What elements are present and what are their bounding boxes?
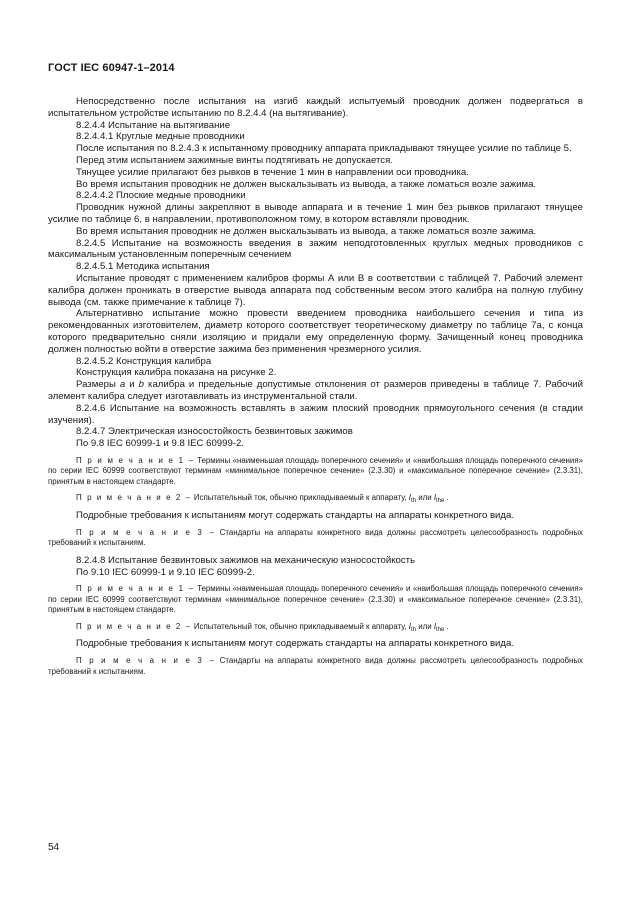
paragraph: Конструкция калибра показана на рисунке 2. xyxy=(76,367,277,379)
section-heading: 8.2.4.5 Испытание на возможность введения в зажим неподготовленных круглых медных проводников с максимальным установленным поперечным сечением xyxy=(48,237,583,261)
paragraph: Во время испытания проводник не должен выскальзывать из вывода, а также ломаться возле зажима. xyxy=(76,178,537,190)
paragraph: По 9.10 IEC 60999-1 и 9.10 IEC 60999-2. xyxy=(76,566,255,578)
note-2: П р и м е ч а н и е 2 – Испытательный ток, обычно прикладываемый к аппарату, $I_{th}$ или $I_{the}$ . xyxy=(76,621,449,633)
page-content xyxy=(48,96,583,677)
paragraph: Перед этим испытанием зажимные винты подтягивать не допускается. xyxy=(76,154,393,166)
paragraph: Испытание проводят с применением калибров формы А или В в соответствии с таблицей 7. Рабочий элемент калибра должен проникать в отверстие вывода аппарата под собственным весом этого калибра на полную глубину вывода (см. также примечание к таблице 7). xyxy=(48,272,583,308)
section-heading: 8.2.4.5.1 Методика испытания xyxy=(76,261,210,273)
paragraph-detail-requirements: Подробные требования к испытаниям могут содержать стандарты на аппараты конкретного вида. xyxy=(76,638,515,650)
paragraph: Во время испытания проводник не должен выскальзывать из вывода, а также ломаться возле зажима. xyxy=(76,225,537,237)
page-number: 54 xyxy=(48,842,60,853)
note-3: П р и м е ч а н и е 3 – Стандарты на аппараты конкретного вида должны рассмотреть целесообразность подробных требований к испытаниям. xyxy=(48,656,583,676)
paragraph: Проводник нужной длины закрепляют в выводе аппарата и в течение 1 мин без рывков прилагают тянущее усилие по таблице 6, в направлении, противоположном тому, в котором вставляли проводник. xyxy=(48,202,583,225)
section-heading: 8.2.4.8 Испытание безвинтовых зажимов на механическую износостойкость xyxy=(76,554,416,566)
paragraph-detail-requirements: Подробные требования к испытаниям могут содержать стандарты на аппараты конкретного вида. xyxy=(76,509,515,521)
note-1: П р и м е ч а н и е 1 – Термины «наименьшая площадь поперечного сечения» и «наибольшая площадь поперечного сечения» по серии IEC 60999 соответствуют терминам «минимальное поперечное сечение» (2.3.30) и «максимальное поперечное сечение» (2.3.31), принятым в настоящем стандарте. xyxy=(48,584,583,615)
document-header: ГОСТ IEC 60947-1–2014 xyxy=(48,62,175,74)
paragraph: Тянущее усилие прилагают без рывков в течение 1 мин в направлении оси проводника. xyxy=(76,166,469,178)
note-3: П р и м е ч а н и е 3 – Стандарты на аппараты конкретного вида должны рассмотреть целесообразность подробных требований к испытаниям. xyxy=(48,527,583,548)
note-2: П р и м е ч а н и е 2 – Испытательный ток, обычно прикладываемый к аппарату, $I_{th}$ или $I_{the}$ . xyxy=(76,493,449,505)
section-heading: 8.2.4.4.2 Плоские медные проводники xyxy=(76,190,246,202)
paragraph: По 9.8 IEC 60999-1 и 9.8 IEC 60999-2. xyxy=(76,438,244,450)
section-heading: 8.2.4.6 Испытание на возможность вставлять в зажим плоский проводник прямоугольного сечения (в стадии изучения). xyxy=(48,402,583,426)
section-heading: 8.2.4.7 Электрическая износостойкость безвинтовых зажимов xyxy=(76,426,353,438)
paragraph-sizes: Размеры a и b калибра и предельные допустимые отклонения от размеров приведены в таблице 7. Рабочий элемент калибра следует изготавливать из инструментальной стали. xyxy=(48,379,583,402)
paragraph: Альтернативно испытание можно провести введением проводника наибольшего сечения и типа из рекомендованных изготовителем, диаметр которого соответствует теоретическому диаметру по таблице 7а, с конца которого предварительно сняли изоляцию и придали ему определенную форму. Зачищенный конец проводника должен полностью войти в отверстие зажима без применения чрезмерного усилия. xyxy=(48,308,583,355)
section-heading: 8.2.4.4.1 Круглые медные проводники xyxy=(76,131,245,143)
note-1: П р и м е ч а н и е 1 – Термины «наименьшая площадь поперечного сечения» и «наибольшая площадь поперечного сечения» по серии IEC 60999 соответствуют терминам «минимальное поперечное сечение» (2.3.30) и «максимальное поперечное сечение» (2.3.31), принятым в настоящем стандарте. xyxy=(48,455,583,486)
section-heading: 8.2.4.5.2 Конструкция калибра xyxy=(76,355,212,367)
paragraph: Непосредственно после испытания на изгиб каждый испытуемый проводник должен подвергаться в испытательном устройстве испытанию по 8.2.4.4 (на вытягивание). xyxy=(48,96,583,119)
paragraph: После испытания по 8.2.4.3 к испытанному проводнику аппарата прикладывают тянущее усилие по таблице 5. xyxy=(76,143,572,155)
section-heading: 8.2.4.4 Испытание на вытягивание xyxy=(76,119,231,131)
